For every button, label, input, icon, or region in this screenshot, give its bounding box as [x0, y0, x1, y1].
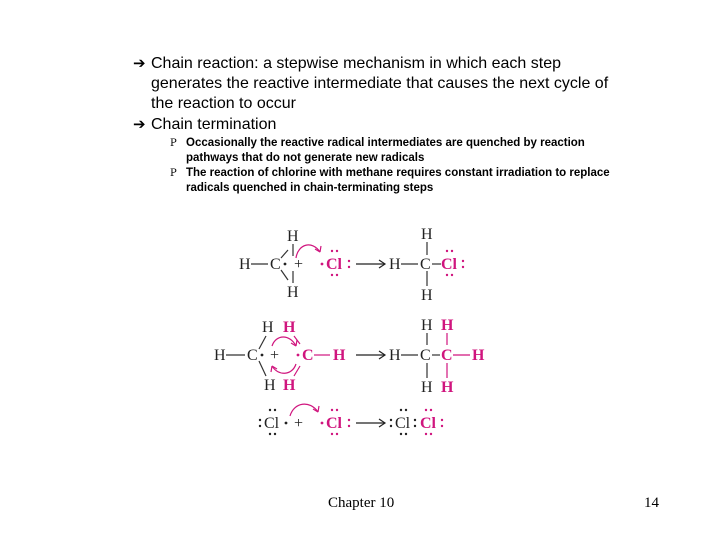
atom-h: H: [283, 319, 296, 336]
atom-h: H: [421, 317, 433, 334]
radical-dot: [321, 263, 324, 266]
atom-h: H: [472, 347, 485, 364]
plus-sign: +: [294, 415, 304, 432]
bond: [259, 336, 266, 349]
atom-h: H: [264, 377, 276, 394]
atom-h: H: [287, 284, 299, 301]
atom-cl: Cl: [441, 256, 457, 273]
atom-c-radical: C: [302, 347, 314, 364]
reaction-methyl-chlorine: [239, 226, 464, 304]
bullet-line: generates the reactive intermediate that causes the next cycle of: [151, 75, 609, 92]
radical-dot: [284, 263, 287, 266]
atom-h: H: [389, 256, 401, 273]
sub-bullet-line: Occasionally the reactive radical intermediates are quenched by reaction: [186, 137, 585, 149]
bullet-line: Chain termination: [151, 116, 277, 133]
atom-h: H: [239, 256, 251, 273]
atom-h: H: [214, 347, 226, 364]
atom-h: H: [287, 228, 299, 245]
plus-sign: +: [270, 347, 280, 364]
bond: [281, 270, 288, 280]
arrow-right-icon: ➔: [133, 54, 146, 72]
radical-dot: [321, 422, 324, 425]
sub-bullet-line: pathways that do not generate new radicals: [186, 152, 425, 164]
bullet-line: the reaction to occur: [151, 95, 296, 112]
atom-h: H: [389, 347, 401, 364]
bond: [281, 250, 288, 258]
atom-h: H: [441, 379, 454, 396]
atom-h: H: [421, 379, 433, 396]
atom-h: H: [262, 319, 274, 336]
atom-h: H: [441, 317, 454, 334]
atom-c: C: [270, 256, 281, 273]
atom-cl-radical: Cl: [326, 256, 342, 273]
atom-h: H: [283, 377, 296, 394]
plus-sign: +: [294, 256, 304, 273]
atom-cl: Cl: [420, 415, 436, 432]
atom-h: H: [421, 287, 433, 304]
sub-bullet-marker: P: [170, 138, 177, 149]
sub-bullet-line: The reaction of chlorine with methane requires constant irradiation to replace: [186, 167, 610, 179]
atom-cl-radical: Cl: [264, 415, 280, 432]
page-number: 14: [644, 495, 659, 511]
sub-bullet-line: radicals quenched in chain-terminating steps: [186, 182, 434, 194]
bullet-line: Chain reaction: a stepwise mechanism in which each step: [151, 55, 561, 72]
atom-c: C: [420, 256, 431, 273]
footer-chapter: Chapter 10: [328, 495, 395, 511]
radical-dot: [261, 354, 264, 357]
atom-c: C: [441, 347, 453, 364]
radical-dot: [297, 354, 300, 357]
arrow-right-icon: ➔: [133, 115, 146, 133]
reaction-chlorine-chlorine: [259, 404, 443, 435]
radical-dot: [285, 422, 288, 425]
bond: [259, 361, 266, 376]
atom-h: H: [421, 226, 433, 243]
atom-c: C: [420, 347, 431, 364]
atom-cl: Cl: [395, 415, 411, 432]
reaction-methyl-methyl: [214, 317, 485, 396]
atom-h: H: [333, 347, 346, 364]
curly-arrow: [272, 337, 296, 346]
atom-cl-radical: Cl: [326, 415, 342, 432]
atom-c: C: [247, 347, 258, 364]
sub-bullet-marker: P: [170, 168, 177, 179]
